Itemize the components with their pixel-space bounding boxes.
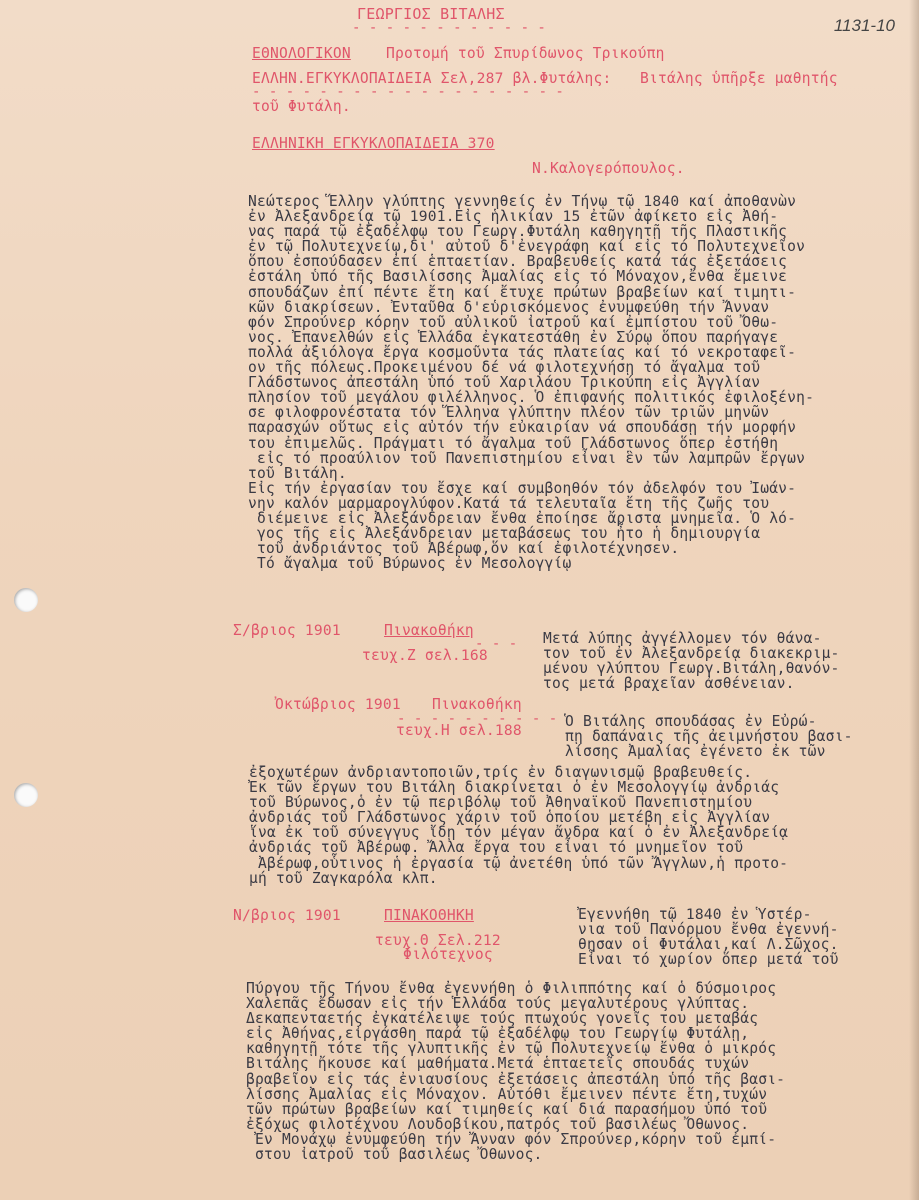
section3-line: ἵνα ἐκ τοῦ σύνεγγυς ἴδῃ τόν μέγαν ἄνδρα καί ὁ ἐν Ἀλεξανδρείᾳ [249,824,789,842]
section4-line: ἐξόχως φιλοτέχνου Λουδοβίκου,πατρός τοῦ βασιλέως Ὄθωνος. [246,1115,750,1133]
section1-body [248,194,814,571]
section3-date: Ὀκτώβριος 1901 [275,696,401,713]
source-label-encyclopedia: ΕΛΛΗΝ.ΕΓΚΥΚΛΟΠΑΙΔΕΙΑ Σελ,287 βλ.Φυτάλης: [252,70,612,87]
section4-line: βραβεῖον εἰς τάς ἐνιαυσίους ἐξετάσεις ἀπεστάλη ὑπό τῆς βασι- [246,1070,786,1088]
section1-line: παρασχών οὕτως εἰς αὐτόν τήν εὐκαιρίαν νά σπουδάσῃ τήν μορφήν [248,419,797,437]
section1-line: ἐν τῷ Πολυτεχνείῳ,δι' αὐτοῦ δ'ἐνεγράφη καί εἰς τό Πολυτεχνεῖον [248,238,806,256]
section3-line: ἐξοχωτέρων ἀνδριαντοποιῶν,τρίς ἐν διαγωνισμῷ βραβευθείς. [249,764,753,781]
section2-line: Μετά λύπης ἀγγέλλομεν τόν θάνα- [543,630,822,647]
section1-line: φόν Σπρούνερ κόρην τοῦ αὐλικοῦ ἰατροῦ καί ἐμπίστου τοῦ Ὄθω- [248,313,779,331]
section1-line: σε φιλοφρονέστατα τόν Ἕλληνα γλύπτην πλέον τῶν τριῶν μηνῶν [248,404,770,422]
section4-line: Ἐν Μονάχῳ ἐνυμφεύθη τήν Ἄνναν φόν Σπρούνερ,κόρην τοῦ ἐμπί- [246,1130,777,1148]
section1-line: ἐν Ἀλεξανδρείᾳ τῷ 1901.Εἰς ἡλικίαν 15 ἐτῶν ἀφίκετο εἰς Ἀθή- [248,208,779,226]
section4-line: Πύργου τῆς Τήνου ἔνθα ἐγεννήθη ὁ Φιλιππότης καί ὁ δύσμοιρος [246,980,777,997]
section1-line: πολλά ἀξιόλογα ἔργα κοσμοῦντα τάς πλατείας καί τό νεκροταφεῖ- [248,343,797,361]
section2-line: τος μετά βραχεῖαν ἀσθένειαν. [543,675,795,693]
section3-line: ἀνδριάς τοῦ Ἀβέρωφ. Ἄλλα ἔργα του εἶναι τό μνημεῖον τοῦ [249,839,744,857]
section1-line: Τό ἄγαλμα τοῦ Βύρωνος ἐν Μεσολογγίῳ [248,555,572,573]
section3-body [249,765,788,886]
section2-underline: - - - [475,636,518,652]
punch-hole-top [14,588,38,612]
section2-issue: τευχ.Ζ σελ.168 [362,647,488,664]
section1-line: Εἰς τήν ἐργασίαν του ἔσχε καί συμβοηθόν τόν ἀδελφόν του Ἰωάν- [248,479,797,497]
section1-line: του ἐπιμελῶς. Πράγματι τό ἄγαλμα τοῦ Γλάδστωνος ὅπερ ἐστήθη [248,434,779,452]
section4-body [246,981,785,1162]
section1-line: τοῦ ἀνδριάντος τοῦ Ἀβέρωφ,ὅν καί ἐφιλοτέχνησεν. [248,540,680,558]
section4-line: στου ἰατροῦ τοῦ βασιλέως Ὄθωνος. [246,1146,543,1164]
archive-number: 1131-10 [833,16,895,35]
section1-line: πλησίον τοῦ μεγάλου φιλέλληνος. Ὁ ἐπιφανής πολιτικός ἐφιλοξένη- [248,389,815,407]
section1-author: Ν.Καλογερόπουλος. [532,160,685,177]
section4-line: Δεκαπενταετής ἐγκατέλειψε τούς πτωχούς γονεῖς του μεταβάς [246,1010,759,1028]
section4-right-line: Εἶναι τό χωρίον ὅπερ μετά τοῦ [578,951,839,969]
section3-line: μή τοῦ Ζαγκαρόλα κλπ. [249,869,438,887]
encyclopedia-underline: - - - - - - - - - - - - - - - - - - - [252,84,564,100]
section4-right-body [578,907,839,967]
section4-date: Ν/βριος 1901 [233,907,341,924]
section1-line: νος. Ἐπανελθών εἰς Ἑλλάδα ἐγκατεστάθη ἐν Σύρῳ ὅπου παρήγαγε [248,328,779,346]
section4-right-line: Ἐγεννήθη τῷ 1840 ἐν Ὑστέρ- [578,906,812,923]
title-underline: - - - - - - - - - - - - [352,20,546,36]
section4-line: Βιτάλης ἤκουσε καί μαθήματα.Μετά ἑπταετεῖς σπουδάς τυχών [246,1055,750,1073]
section2-source: Πινακοθήκη [384,622,474,639]
section4-issue: τευχ.Θ Σελ.212 [375,932,501,949]
section4-line: Χαλεπᾶς ἔδωσαν εἰς τήν Ἑλλάδα τούς μεγαλυτέρους γλύπτας. [246,995,750,1013]
source-text-ethnologikon: Προτομή τοῦ Σπυρίδωνος Τρικούπη [386,45,665,62]
section3-line: Ἐκ τῶν ἔργων του Βιτάλη διακρίνεται ὁ ἐν Μεσολογγίῳ ἀνδριάς [249,779,780,797]
section1-line: γος τῆς εἰς Ἀλεξάνδρειαν μεταβάσεως του ἦτο ἡ δημιουργία [248,525,761,543]
page-edge-shadow [909,0,919,1200]
section4-source: ΠΙΝΑΚΟΘΗΚΗ [384,907,474,924]
section1-line: διέμεινε εἰς Ἀλεξάνδρειαν ἔνθα ἐποίησε ἄριστα μνημεῖα. Ὁ λό- [248,509,797,527]
section2-line: μένου γλύπτου Γεωργ.Βιτάλη,θανόν- [543,660,840,678]
source-text-cont: τοῦ Φυτάλη. [252,98,351,115]
punch-hole-bottom [14,783,38,807]
section3-line: Ἀβέρωφ,οὗτινος ἡ ἐργασία τῷ ἀνετέθη ὑπό τῶν Ἄγγλων,ἡ προτο- [249,854,789,872]
source-text-encyclopedia: Βιτάλης ὑπῆρξε μαθητής [640,70,838,87]
section2-body [543,631,840,691]
section1-line: κῶν διακρίσεων. Ἐνταῦθα δ'εὑρισκόμενος ἐνυμφεύθη τήν Ἄνναν [248,298,770,316]
section3-right-line: Ὁ Βιτάλης σπουδάσας ἐν Εὐρώ- [565,713,817,730]
section3-source: Πινακοθήκη [432,696,522,713]
section4-line: λίσσης Ἀμαλίας εἰς Μόναχον. Αὐτόθι ἔμεινεν πέντε ἔτη,τυχών [246,1085,768,1103]
section4-right-line: νια τοῦ Πανόρμου ἔνθα ἐγεννή- [578,921,839,939]
section1-line: εἰς τό προαύλιον τοῦ Πανεπιστημίου εἶναι ἓν τῶν λαμπρῶν ἔργων [248,449,806,467]
page-title: ΓΕΩΡΓΙΟΣ ΒΙΤΑΛΗΣ [357,5,505,23]
section4-note: Φιλότεχνος [403,946,493,963]
section2-date: Σ/βριος 1901 [233,622,341,639]
section3-line: τοῦ Βύρωνος,ὁ ἐν τῷ περιβόλῳ τοῦ Ἀθηναϊκοῦ Πανεπιστημίου [249,794,753,812]
section4-line: τῶν πρώτων βραβείων καί τιμηθείς καί διά παρασήμου ὑπό τοῦ [246,1100,768,1118]
section1-line: ὅπου ἐσπούδασεν ἐπί ἑπταετίαν. Βραβευθείς κατά τάς ἐξετάσεις [248,253,788,271]
section1-line: Νεώτερος Ἕλλην γλύπτης γεννηθείς ἐν Τήνῳ τῷ 1840 καί ἀποθανὼν [248,193,797,210]
section4-line: καθηγητῇ τότε τῆς γλυπτικῆς ἐν τῷ Πολυτεχνείῳ ἔνθα ὁ μικρός [246,1040,777,1058]
source-label-ethnologikon: ΕΘΝΟΛΟΓΙΚΟΝ [252,45,351,62]
section3-right-line: πῃ δαπάναις τῆς ἀειμνήστου βασι- [565,728,853,746]
section1-line: νας παρά τῷ ἐξαδέλφῳ του Γεωργ.Φυτάλη καθηγητῇ τῆς Πλαστικῆς [248,223,788,241]
section1-source: ΕΛΛΗΝΙΚΗ ΕΓΚΥΚΛΟΠΑΙΔΕΙΑ 370 [252,135,495,152]
section1-line: σπουδάζων ἐπί πέντε ἔτη καί ἔτυχε πρώτων βραβείων καί τιμητι- [248,283,797,301]
section2-line: τον τοῦ ἐν Ἀλεξανδρείᾳ διακεκριμ- [543,645,840,663]
section3-right-line: λίσσης Ἀμαλίας ἐγένετο ἐκ τῶν [565,743,826,761]
section1-line: ον τῆς πόλεως.Προκειμένου δέ νά φιλοτεχνήσῃ τό ἄγαλμα τοῦ [248,359,761,377]
section3-line: ἀνδριάς τοῦ Γλάδστωνος χάριν τοῦ ὁποίου μετέβη εἰς Ἀγγλίαν [249,809,771,827]
section1-line: Γλάδστωνος ἀπεστάλη ὑπό τοῦ Χαριλάου Τρικούπη εἰς Ἀγγλίαν [248,374,761,392]
section4-line: εἰς Ἀθήνας,εἰργάσθη παρά τῷ ἐξαδέλφῳ του Γεωργίῳ Φυτάλῃ, [246,1025,750,1043]
section3-underline: - - - - - - - - - - [397,711,558,727]
section3-right-body [565,714,853,759]
section3-issue: τευχ.Η σελ.188 [396,722,522,739]
section4-right-line: θησαν οἱ Φυτάλαι,καί Λ.Σῶχος. [578,936,839,954]
section1-line: τοῦ Βιτάλη. [248,464,347,482]
section1-line: ἐστάλη ὑπό τῆς Βασιλίσσης Ἀμαλίας εἰς τό Μόναχον,ἔνθα ἔμεινε [248,268,788,286]
section1-line: νην καλόν μαρμαρογλύφον.Κατά τά τελευταῖα ἔτη τῆς ζωῆς του [248,494,770,512]
